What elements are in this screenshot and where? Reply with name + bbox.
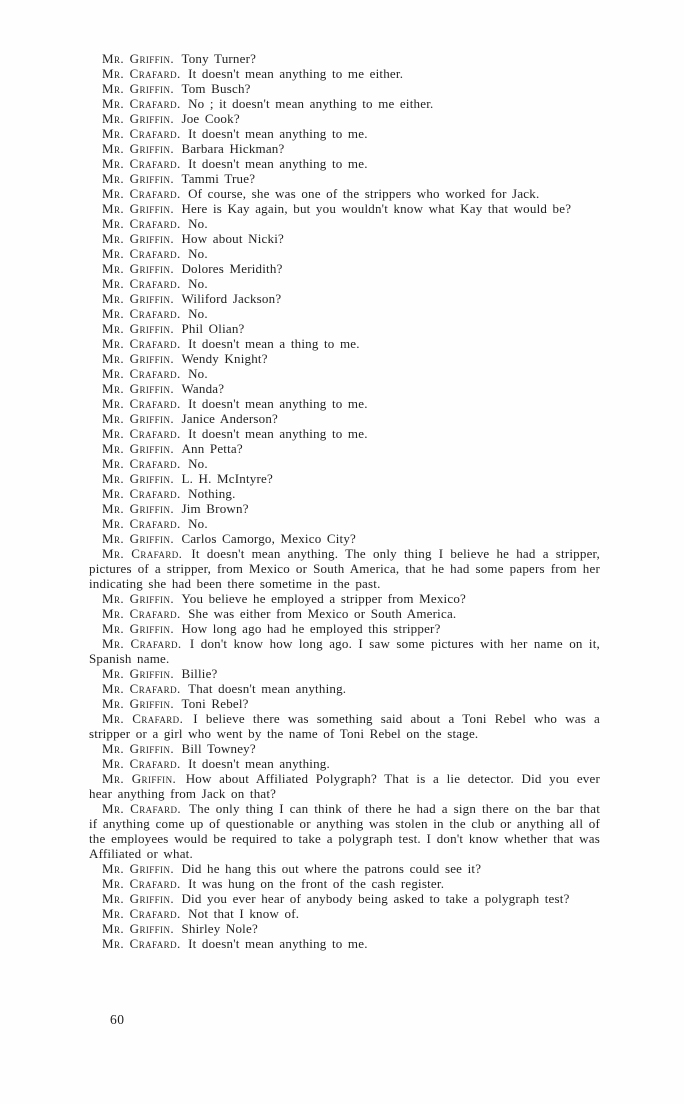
- speaker-name: Mr. Crafard.: [102, 456, 181, 471]
- transcript-line: [89, 501, 600, 516]
- speech-text: That doesn't mean anything.: [188, 681, 347, 696]
- transcript-line: [89, 486, 600, 501]
- transcript-line: [89, 231, 600, 246]
- speaker-name: Mr. Griffin.: [102, 111, 175, 126]
- transcript-line: [89, 141, 600, 156]
- transcript-line: [89, 876, 600, 891]
- speaker-name: Mr. Crafard.: [102, 711, 184, 726]
- transcript-line: [89, 381, 600, 396]
- transcript-body: [89, 51, 600, 951]
- transcript-line: [89, 516, 600, 531]
- speech-text: Wiliford Jackson?: [181, 291, 282, 306]
- transcript-line: [89, 921, 600, 936]
- speech-text: You believe he employed a stripper from Mexico?: [181, 591, 467, 606]
- transcript-line: [89, 261, 600, 276]
- transcript-line: [89, 666, 600, 681]
- transcript-line: [89, 756, 600, 771]
- transcript-line: [89, 471, 600, 486]
- speaker-name: Mr. Crafard.: [102, 66, 181, 81]
- transcript-line: [89, 936, 600, 951]
- speech-text: Tammi True?: [181, 171, 256, 186]
- transcript-line: [89, 696, 600, 711]
- speaker-name: Mr. Crafard.: [102, 546, 183, 561]
- speech-text: Did you ever hear of anybody being asked to take a polygraph test?: [181, 891, 570, 906]
- speech-text: It doesn't mean anything to me.: [188, 936, 368, 951]
- speech-text: No ; it doesn't mean anything to me either.: [188, 96, 434, 111]
- speech-text: Did he hang this out where the patrons could see it?: [181, 861, 482, 876]
- speech-text: Barbara Hickman?: [181, 141, 285, 156]
- speech-text: Carlos Camorgo, Mexico City?: [181, 531, 357, 546]
- transcript-line: [89, 591, 600, 606]
- transcript-line: [89, 711, 600, 741]
- transcript-line: [89, 606, 600, 621]
- speech-text: L. H. McIntyre?: [181, 471, 273, 486]
- speaker-name: Mr. Crafard.: [102, 216, 181, 231]
- speaker-name: Mr. Crafard.: [102, 876, 181, 891]
- speech-text: It doesn't mean anything to me.: [188, 426, 368, 441]
- speech-text: Ann Petta?: [181, 441, 243, 456]
- speech-text: It doesn't mean anything. The only thing I believe he had a stripper, pictures of a stripper, from Mexico or South America, that he had some papers from her indicating she had been there sometime in the past.: [89, 546, 601, 591]
- speaker-name: Mr. Griffin.: [102, 441, 175, 456]
- speaker-name: Mr. Griffin.: [102, 891, 175, 906]
- speech-text: No.: [188, 306, 208, 321]
- speech-text: Tony Turner?: [181, 51, 257, 66]
- transcript-line: [89, 96, 600, 111]
- speaker-name: Mr. Griffin.: [102, 666, 175, 681]
- speaker-name: Mr. Griffin.: [102, 771, 177, 786]
- speech-text: How about Nicki?: [181, 231, 284, 246]
- transcript-line: [89, 396, 600, 411]
- speech-text: Here is Kay again, but you wouldn't know what Kay that would be?: [181, 201, 572, 216]
- transcript-line: [89, 66, 600, 81]
- speaker-name: Mr. Crafard.: [102, 756, 181, 771]
- speaker-name: Mr. Griffin.: [102, 201, 175, 216]
- speech-text: Jim Brown?: [181, 501, 249, 516]
- speaker-name: Mr. Crafard.: [102, 306, 181, 321]
- speaker-name: Mr. Griffin.: [102, 591, 175, 606]
- speaker-name: Mr. Crafard.: [102, 396, 181, 411]
- speech-text: I don't know how long ago. I saw some pictures with her name on it, Spanish name.: [89, 636, 601, 666]
- transcript-line: [89, 456, 600, 471]
- speech-text: Phil Olian?: [181, 321, 245, 336]
- speech-text: It doesn't mean anything to me.: [188, 126, 368, 141]
- speaker-name: Mr. Crafard.: [102, 276, 181, 291]
- speaker-name: Mr. Griffin.: [102, 531, 175, 546]
- transcript-line: [89, 126, 600, 141]
- speaker-name: Mr. Crafard.: [102, 606, 181, 621]
- speech-text: Joe Cook?: [181, 111, 240, 126]
- speaker-name: Mr. Griffin.: [102, 141, 175, 156]
- speech-text: It doesn't mean anything to me either.: [188, 66, 404, 81]
- transcript-line: [89, 156, 600, 171]
- transcript-line: [89, 861, 600, 876]
- speech-text: No.: [188, 246, 208, 261]
- transcript-line: [89, 426, 600, 441]
- speaker-name: Mr. Griffin.: [102, 51, 175, 66]
- speaker-name: Mr. Griffin.: [102, 411, 175, 426]
- speech-text: It doesn't mean a thing to me.: [188, 336, 360, 351]
- transcript-line: [89, 441, 600, 456]
- speaker-name: Mr. Griffin.: [102, 741, 175, 756]
- speaker-name: Mr. Crafard.: [102, 336, 181, 351]
- speech-text: No.: [188, 216, 208, 231]
- speech-text: It doesn't mean anything to me.: [188, 156, 368, 171]
- speaker-name: Mr. Griffin.: [102, 81, 175, 96]
- transcript-line: [89, 306, 600, 321]
- speech-text: No.: [188, 276, 208, 291]
- transcript-line: [89, 546, 600, 591]
- speech-text: Of course, she was one of the strippers who worked for Jack.: [188, 186, 540, 201]
- speaker-name: Mr. Griffin.: [102, 621, 175, 636]
- speaker-name: Mr. Griffin.: [102, 921, 175, 936]
- speech-text: No.: [188, 456, 208, 471]
- speech-text: Bill Towney?: [181, 741, 256, 756]
- transcript-line: [89, 276, 600, 291]
- speech-text: It doesn't mean anything.: [188, 756, 330, 771]
- speaker-name: Mr. Griffin.: [102, 501, 175, 516]
- speech-text: Wanda?: [181, 381, 225, 396]
- transcript-line: [89, 681, 600, 696]
- speaker-name: Mr. Griffin.: [102, 171, 175, 186]
- speaker-name: Mr. Crafard.: [102, 126, 181, 141]
- speaker-name: Mr. Griffin.: [102, 381, 175, 396]
- transcript-line: [89, 366, 600, 381]
- speech-text: Wendy Knight?: [181, 351, 268, 366]
- speech-text: How about Affiliated Polygraph? That is a lie detector. Did you ever hear anything from Jack on that?: [89, 771, 600, 801]
- speaker-name: Mr. Crafard.: [102, 186, 181, 201]
- transcript-line: [89, 531, 600, 546]
- speech-text: How long ago had he employed this stripper?: [181, 621, 441, 636]
- speaker-name: Mr. Griffin.: [102, 321, 175, 336]
- transcript-line: [89, 891, 600, 906]
- speech-text: Shirley Nole?: [181, 921, 258, 936]
- speaker-name: Mr. Griffin.: [102, 351, 175, 366]
- speaker-name: Mr. Griffin.: [102, 696, 175, 711]
- transcript-line: [89, 201, 600, 216]
- speech-text: Billie?: [181, 666, 218, 681]
- speaker-name: Mr. Crafard.: [102, 636, 182, 651]
- speaker-name: Mr. Griffin.: [102, 471, 175, 486]
- transcript-line: [89, 801, 600, 861]
- transcript-line: [89, 321, 600, 336]
- transcript-line: [89, 351, 600, 366]
- transcript-line: [89, 81, 600, 96]
- speaker-name: Mr. Crafard.: [102, 906, 181, 921]
- transcript-line: [89, 111, 600, 126]
- transcript-line: [89, 336, 600, 351]
- speech-text: She was either from Mexico or South America.: [188, 606, 457, 621]
- transcript-line: [89, 216, 600, 231]
- speech-text: It doesn't mean anything to me.: [188, 396, 368, 411]
- speaker-name: Mr. Crafard.: [102, 681, 181, 696]
- speaker-name: Mr. Griffin.: [102, 231, 175, 246]
- speech-text: No.: [188, 366, 208, 381]
- transcript-line: [89, 51, 600, 66]
- speech-text: Dolores Meridith?: [181, 261, 283, 276]
- speech-text: Janice Anderson?: [181, 411, 278, 426]
- speaker-name: Mr. Crafard.: [102, 366, 181, 381]
- speaker-name: Mr. Crafard.: [102, 486, 181, 501]
- transcript-line: [89, 741, 600, 756]
- speech-text: It was hung on the front of the cash register.: [188, 876, 445, 891]
- transcript-line: [89, 246, 600, 261]
- speech-text: Not that I know of.: [188, 906, 300, 921]
- speech-text: Tom Busch?: [181, 81, 251, 96]
- page-number: 60: [110, 1012, 125, 1027]
- speech-text: Nothing.: [188, 486, 236, 501]
- speaker-name: Mr. Crafard.: [102, 96, 181, 111]
- speaker-name: Mr. Griffin.: [102, 861, 175, 876]
- transcript-line: [89, 171, 600, 186]
- transcript-line: [89, 771, 600, 801]
- speaker-name: Mr. Crafard.: [102, 426, 181, 441]
- transcript-line: [89, 636, 600, 666]
- speaker-name: Mr. Griffin.: [102, 291, 175, 306]
- speech-text: No.: [188, 516, 208, 531]
- speaker-name: Mr. Crafard.: [102, 156, 181, 171]
- speech-text: The only thing I can think of there he had a sign there on the bar that if anything come up of questionable or anything was stolen in the club or anything all of the employees would be required to take a polygraph test. I don't know whether that was Affiliated or what.: [89, 801, 601, 861]
- transcript-line: [89, 291, 600, 306]
- transcript-line: [89, 621, 600, 636]
- speaker-name: Mr. Crafard.: [102, 936, 181, 951]
- transcript-line: [89, 411, 600, 426]
- transcript-line: [89, 186, 600, 201]
- speech-text: Toni Rebel?: [181, 696, 249, 711]
- speaker-name: Mr. Crafard.: [102, 246, 181, 261]
- speech-text: I believe there was something said about a Toni Rebel who was a stripper or a girl who went by the name of Toni Rebel on the stage.: [89, 711, 601, 741]
- speaker-name: Mr. Griffin.: [102, 261, 175, 276]
- speaker-name: Mr. Crafard.: [102, 801, 182, 816]
- speaker-name: Mr. Crafard.: [102, 516, 181, 531]
- transcript-line: [89, 906, 600, 921]
